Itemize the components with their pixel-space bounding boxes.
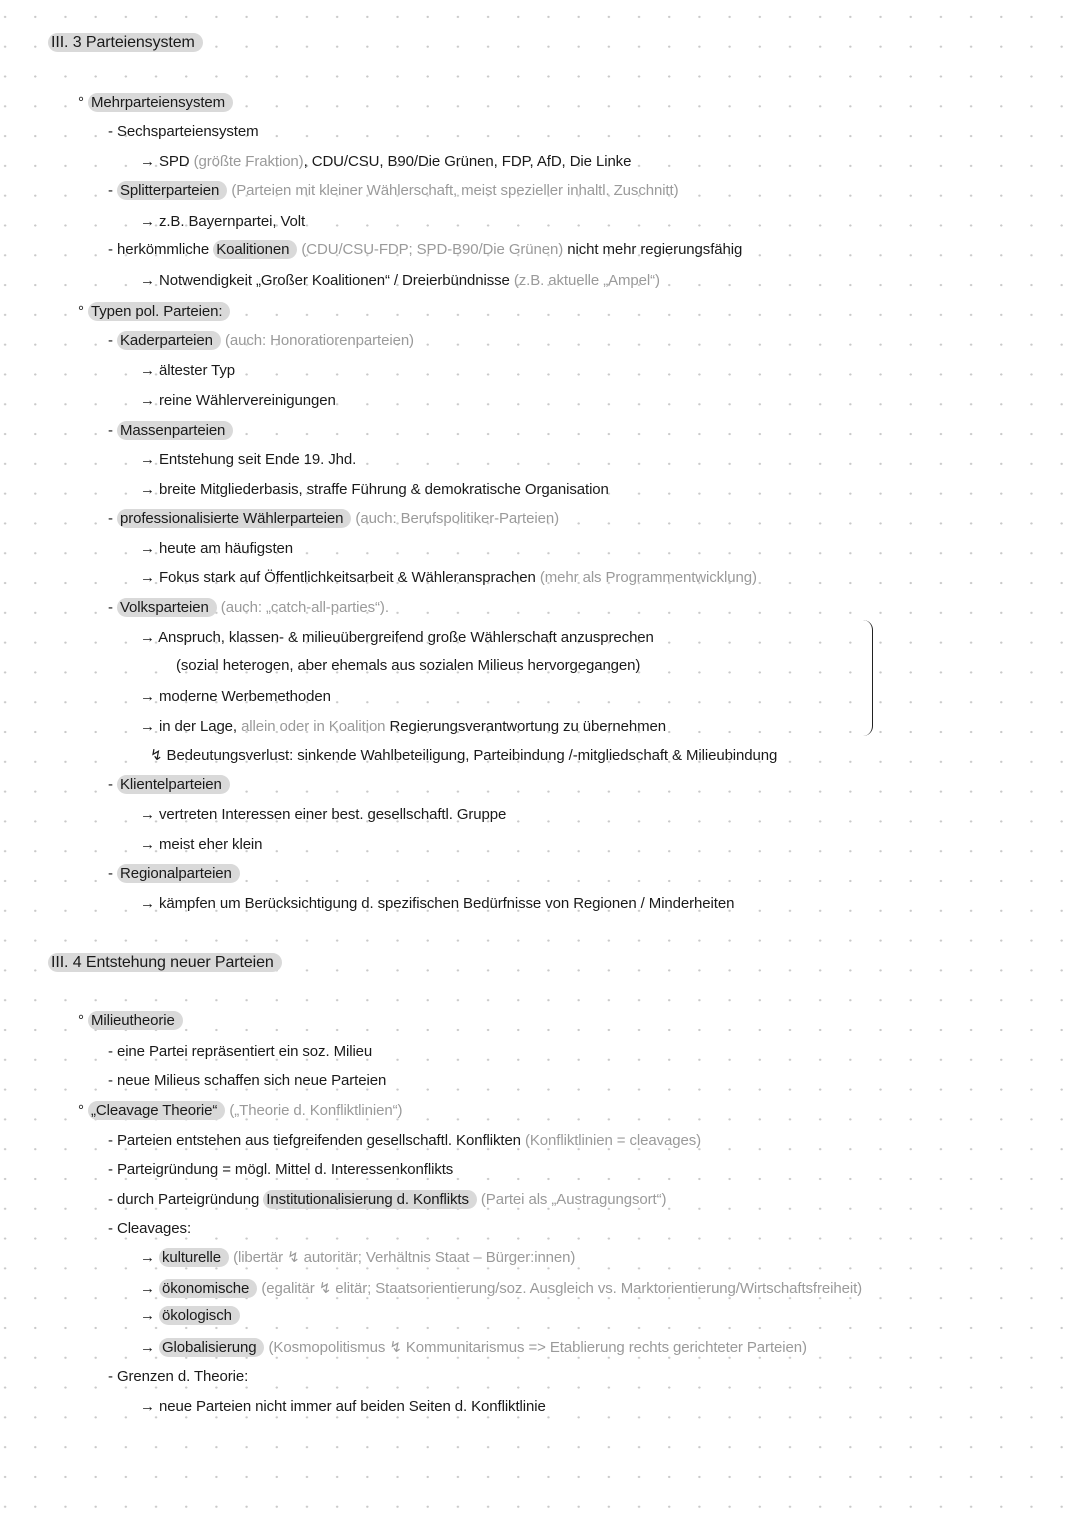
note-line: [78, 302, 230, 322]
note-text: → vertreten Interessen einer best. gesellschaftl. Gruppe: [140, 806, 507, 823]
note-text: -: [108, 422, 117, 439]
note-line: [78, 1101, 402, 1121]
note-line: [150, 746, 777, 766]
note-text: → ältester Typ: [140, 362, 236, 379]
annotation-text: („Theorie d. Konfliktlinien“): [225, 1102, 403, 1119]
highlighted-term: Splitterparteien: [117, 181, 227, 200]
note-line: [108, 598, 389, 618]
note-text: → reine Wählervereinigungen: [140, 392, 336, 409]
highlighted-term: ökologisch: [159, 1306, 240, 1325]
annotation-text: (mehr als Programmentwicklung): [539, 569, 757, 586]
annotation-text: (Partei als „Austragungsort“): [476, 1191, 667, 1208]
note-line: [108, 122, 258, 142]
note-text: - eine Partei repräsentiert ein soz. Milieu: [108, 1043, 373, 1060]
highlighted-term: Kaderparteien: [117, 331, 221, 350]
note-text: -: [108, 865, 117, 882]
annotation-text: (Parteien mit kleiner Wählerschaft, meist spezieller inhaltl. Zuschnitt): [227, 182, 679, 199]
note-text: - Parteien entstehen aus tiefgreifenden gesellschaftl. Konflikten: [108, 1132, 525, 1149]
highlighted-term: Typen pol. Parteien:: [88, 302, 230, 321]
note-text: → z.B. Bayernpartei, Volt: [140, 213, 306, 230]
highlighted-term: Mehrparteiensystem: [88, 93, 233, 112]
note-text: nicht mehr regierungsfähig: [563, 241, 743, 258]
note-text: →: [140, 1339, 159, 1356]
annotation-text: (z.B. aktuelle „Ampel“): [513, 272, 660, 289]
note-line: [108, 1131, 701, 1151]
note-text: → in der Lage,: [140, 718, 242, 735]
note-line: [108, 1219, 191, 1239]
note-line: [108, 864, 240, 884]
note-text: - durch Parteigründung: [108, 1191, 264, 1208]
highlighted-term: „Cleavage Theorie“: [88, 1101, 225, 1120]
annotation-text: (auch: Honoratiorenparteien): [220, 332, 414, 349]
note-text: ↯ Bedeutungsverlust: sinkende Wahlbeteiligung, Parteibindung /-mitgliedschaft & Milieubindung: [150, 747, 778, 764]
annotation-text: (libertär ↯ autoritär; Verhältnis Staat – Bürger:innen): [229, 1249, 576, 1266]
note-line: [140, 628, 654, 648]
highlighted-term: Klientelparteien: [117, 775, 230, 794]
note-text: °: [78, 1012, 88, 1029]
note-line: [140, 212, 305, 232]
highlighted-term: Massenparteien: [117, 421, 233, 440]
note-line: [108, 509, 559, 529]
note-text: - herkömmliche: [108, 241, 214, 258]
note-text: → Fokus stark auf Öffentlichkeitsarbeit & Wähleransprachen: [140, 569, 540, 586]
note-line: [140, 1306, 240, 1326]
note-text: -: [108, 182, 117, 199]
note-text: →: [140, 1249, 159, 1266]
highlighted-term: Milieutheorie: [88, 1011, 183, 1030]
note-text: → Entstehung seit Ende 19. Jhd.: [140, 451, 357, 468]
note-line: [108, 1042, 372, 1062]
annotation-text: (Konfliktlinien = cleavages): [525, 1132, 702, 1149]
note-line: [140, 271, 660, 291]
note-line: [140, 391, 336, 411]
note-line: [140, 539, 293, 559]
note-text: °: [78, 94, 88, 111]
note-line: [140, 1397, 546, 1417]
annotation-text: (Kosmopolitismus ↯ Kommunitarismus => Etablierung rechts gerichteter Parteien): [264, 1339, 807, 1356]
note-line: [108, 775, 230, 795]
note-line: [140, 687, 331, 707]
note-line: [108, 1071, 386, 1091]
note-text: , CDU/CSU, B90/Die Grünen, FDP, AfD, Die Linke: [303, 153, 632, 170]
highlighted-term: Globalisierung: [159, 1338, 265, 1357]
highlighted-term: Institutionalisierung d. Konflikts: [263, 1190, 477, 1209]
annotation-text: (größte Fraktion): [193, 153, 304, 170]
note-line: [140, 361, 235, 381]
note-text: → heute am häufigsten: [140, 540, 293, 557]
highlighted-term: kulturelle: [159, 1248, 229, 1267]
note-line: [108, 331, 414, 351]
note-line: [140, 480, 609, 500]
note-text: → kämpfen um Berücksichtigung d. spezifischen Bedürfnisse von Regionen / Minderheiten: [140, 895, 735, 912]
note-text: -: [108, 776, 117, 793]
note-text: °: [78, 303, 88, 320]
highlighted-term: Koalitionen: [213, 240, 297, 259]
note-text: -: [108, 599, 117, 616]
note-text: →: [140, 1307, 159, 1324]
note-line: [108, 1190, 666, 1210]
note-line: [140, 1248, 575, 1268]
note-line: [78, 1011, 183, 1031]
highlighted-term: ökonomische: [159, 1279, 257, 1298]
note-text: -: [108, 510, 117, 527]
highlighted-term: III. 4 Entstehung neuer Parteien: [48, 953, 282, 972]
note-text: - Grenzen d. Theorie:: [108, 1368, 249, 1385]
highlighted-term: Regionalparteien: [117, 864, 240, 883]
note-line: [140, 894, 734, 914]
annotation-text: (auch: Berufspolitiker-Parteien): [351, 510, 559, 527]
annotation-text: (auch: „catch-all-parties“).: [216, 599, 389, 616]
note-line: [140, 717, 666, 737]
note-line: [140, 1338, 807, 1358]
highlighted-term: professionalisierte Wählerparteien: [117, 509, 351, 528]
note-text: → Notwendigkeit „Großer Koalitionen“ / Dreierbündnisse: [140, 272, 514, 289]
note-line: [140, 152, 631, 172]
note-line: [140, 1279, 862, 1299]
annotation-text: (egalitär ↯ elitär; Staatsorientierung/soz. Ausgleich vs. Marktorientierung/Wirtschaftsfreiheit): [257, 1280, 863, 1297]
note-line: [140, 835, 262, 855]
highlighted-term: Volksparteien: [117, 598, 217, 617]
note-text: (sozial heterogen, aber ehemals aus sozialen Milieus hervorgegangen): [176, 657, 641, 674]
note-text: →: [140, 1280, 159, 1297]
annotation-text: allein oder in Koalition: [241, 718, 386, 735]
note-text: - Sechsparteiensystem: [108, 123, 259, 140]
note-line: [108, 1160, 453, 1180]
note-text: → neue Parteien nicht immer auf beiden Seiten d. Konfliktlinie: [140, 1398, 546, 1415]
curly-brace: [862, 620, 873, 736]
note-line: [176, 656, 640, 676]
section-heading: [48, 953, 282, 973]
note-text: °: [78, 1102, 88, 1119]
note-text: → breite Mitgliederbasis, straffe Führung & demokratische Organisation: [140, 481, 609, 498]
note-text: → meist eher klein: [140, 836, 263, 853]
note-text: - Cleavages:: [108, 1220, 192, 1237]
highlighted-term: III. 3 Parteiensystem: [48, 33, 203, 52]
note-line: [78, 93, 233, 113]
note-line: [108, 240, 742, 260]
annotation-text: (CDU/CSU-FDP; SPD-B90/Die Grünen): [297, 241, 564, 258]
note-text: → SPD: [140, 153, 194, 170]
note-line: [108, 421, 233, 441]
note-line: [140, 450, 356, 470]
note-text: → Anspruch, klassen- & milieuübergreifend große Wählerschaft anzusprechen: [140, 629, 654, 646]
section-heading: [48, 33, 203, 53]
note-line: [108, 1367, 248, 1387]
note-text: -: [108, 332, 117, 349]
note-line: [108, 181, 678, 201]
note-line: [140, 805, 506, 825]
note-text: - neue Milieus schaffen sich neue Parteien: [108, 1072, 387, 1089]
note-line: [140, 568, 757, 588]
note-text: - Parteigründung = mögl. Mittel d. Interessenkonflikts: [108, 1161, 454, 1178]
note-text: Regierungsverantwortung zu übernehmen: [385, 718, 666, 735]
note-text: → moderne Werbemethoden: [140, 688, 331, 705]
